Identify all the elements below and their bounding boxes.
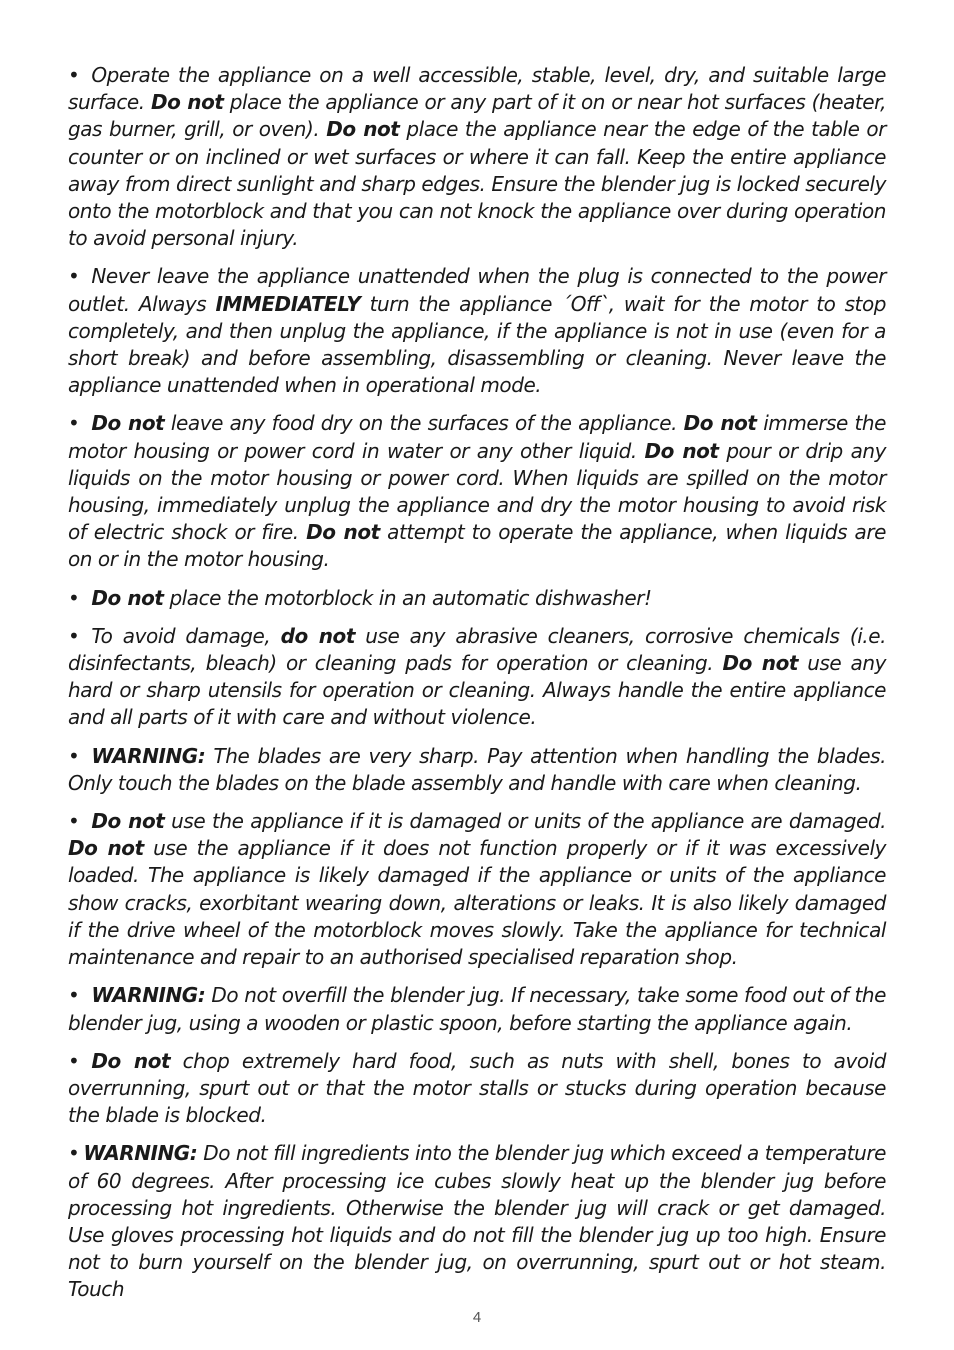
warning-overfill bbox=[68, 982, 886, 1036]
text: use the appliance if it does not function properly or if it was excessively loaded. The appliance is likely damaged if the appliance or units of the appliance show cracks, exorbitant wearing down, alterations or leaks. It is also likely damaged if the drive wheel of the motorblock moves slowly. Take the appliance for technical maintenance and repair to an authorised specialised reparation shop. bbox=[68, 836, 886, 970]
text: immerse the motor housing or power cord in water or any other liquid. bbox=[68, 411, 886, 463]
emphasis: Do not bbox=[68, 836, 144, 861]
text: place the motorblock in an automatic dishwasher! bbox=[169, 585, 652, 610]
warning-blades bbox=[68, 743, 886, 797]
text: place the appliance or any part of it on or near hot surfaces (heater, gas burner, grill, or oven). bbox=[68, 90, 886, 142]
text: pour or drip any liquids on the motor housing or power cord. When liquids are spilled on the motor housing, immediately unplug the appliance and dry the motor housing to avoid risk of electric shock or fire. bbox=[68, 438, 886, 545]
emphasis: Do not bbox=[326, 117, 400, 142]
text: use the appliance if it is damaged or units of the appliance are damaged. bbox=[171, 809, 886, 834]
emphasis: WARNING: bbox=[91, 983, 206, 1008]
safety-instructions bbox=[68, 62, 886, 1315]
emphasis: Do not bbox=[91, 411, 165, 436]
instruction-liquids bbox=[68, 410, 886, 573]
emphasis: Do not bbox=[306, 520, 380, 545]
emphasis: Do not bbox=[91, 809, 165, 834]
emphasis: WARNING: bbox=[83, 1141, 198, 1166]
text: Operate the appliance on a well accessible, stable, level, dry, and suitable large surface. bbox=[68, 63, 886, 115]
text: turn the appliance ´Off`, wait for the motor to stop completely, and then unplug the appliance, if the appliance is not in use (even for a short break) and before assembling, disassembling or cleaning. Never leave the appliance unattended when in operational mode. bbox=[68, 291, 886, 398]
bullet: • bbox=[68, 264, 80, 289]
text: Do not fill ingredients into the blender jug which exceed a temperature of 60 degrees. After processing ice cubes slowly heat up the blender jug before processing hot ingredients. Otherwise the blender jug will crack or get damaged. Use gloves processing hot liquids and do not fill the blender jug up too high. Ensure not to burn yourself on the blender jug, on overrunning, spurt out or hot steam. Touch bbox=[68, 1141, 886, 1302]
warning-temperature bbox=[68, 1140, 886, 1303]
text: place the appliance near the edge of the table or counter or on inclined or wet surfaces or where it can fall. Keep the entire appliance away from direct sunlight and sharp edges. Ensure the blender jug is locked securely onto the motorblock and that you can not knock the appliance over during operation to avoid personal injury. bbox=[68, 117, 886, 251]
instruction-cleaners bbox=[68, 623, 886, 732]
emphasis: do not bbox=[280, 623, 355, 648]
bullet: • bbox=[68, 1141, 80, 1166]
bullet: • bbox=[68, 809, 80, 834]
emphasis: Do not bbox=[150, 90, 224, 115]
instruction-dishwasher bbox=[68, 585, 886, 612]
text: leave any food dry on the surfaces of the appliance. bbox=[170, 411, 677, 436]
emphasis: Do not bbox=[644, 438, 719, 463]
bullet: • bbox=[68, 743, 80, 768]
emphasis: IMMEDIATELY bbox=[215, 291, 361, 316]
instruction-damaged bbox=[68, 808, 886, 971]
text: use any hard or sharp utensils for operation or cleaning. Always handle the entire appliance and all parts of it with care and without violence. bbox=[68, 651, 886, 730]
emphasis: WARNING: bbox=[91, 743, 206, 768]
bullet: • bbox=[68, 585, 80, 610]
emphasis: Do not bbox=[91, 585, 164, 610]
text: attempt to operate the appliance, when liquids are on or in the motor housing. bbox=[68, 520, 886, 572]
emphasis: Do not bbox=[91, 1048, 171, 1073]
text: use any abrasive cleaners, corrosive chemicals (i.e. disinfectants, bleach) or cleaning pads for operation or cleaning. bbox=[68, 623, 886, 676]
bullet: • bbox=[68, 983, 80, 1008]
instruction-placement bbox=[68, 62, 886, 252]
page-number: 4 bbox=[472, 1309, 482, 1326]
instruction-unattended bbox=[68, 263, 886, 399]
text: Never leave the appliance unattended when the plug is connected to the power outlet. Always bbox=[68, 264, 886, 316]
bullet: • bbox=[68, 623, 80, 648]
bullet: • bbox=[68, 1048, 80, 1073]
instruction-hard-food bbox=[68, 1048, 886, 1130]
text: To avoid damage, bbox=[91, 623, 271, 648]
text: chop extremely hard food, such as nuts with shell, bones to avoid overrunning, spurt out or that the motor stalls or stucks during operation because the blade is blocked. bbox=[68, 1048, 886, 1128]
bullet: • bbox=[68, 63, 80, 87]
text: Do not overfill the blender jug. If necessary, take some food out of the blender jug, using a wooden or plastic spoon, before starting the appliance again. bbox=[68, 983, 886, 1035]
bullet: • bbox=[68, 411, 80, 436]
emphasis: Do not bbox=[722, 651, 798, 676]
text: The blades are very sharp. Pay attention when handling the blades. Only touch the blades on the blade assembly and handle with care when cleaning. bbox=[68, 743, 886, 795]
emphasis: Do not bbox=[683, 411, 757, 436]
